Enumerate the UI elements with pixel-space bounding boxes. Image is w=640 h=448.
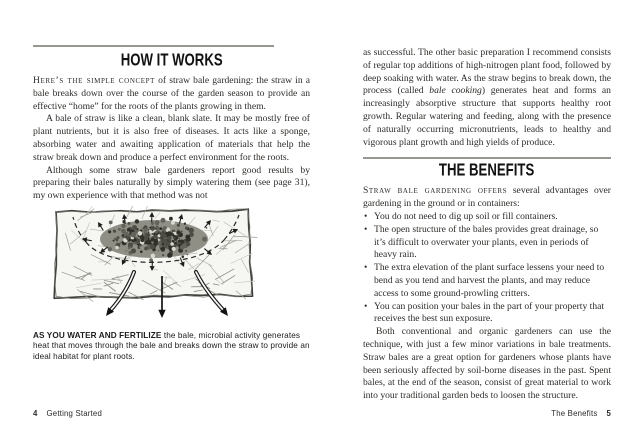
bullet-icon: • xyxy=(364,210,368,222)
bullet-text: The extra elevation of the plant surface lessens your need to bend as you tend and harvest the plants, and may reduce access to some ground-prowling critters. xyxy=(374,262,605,299)
bullet-text: You do not need to dig up soil or fill containers. xyxy=(374,210,558,222)
list-item xyxy=(363,262,611,300)
intro-rest: several advantages over gardening in the ground or in containers: xyxy=(363,185,611,210)
heading-text: THE BENEFITS xyxy=(439,160,535,180)
para-text: as successful. The other basic preparation I recommend consists of regular top additions of high-nitrogen plant food, followed by deep soaking with water. As the straw begins to break down, the process (called xyxy=(363,47,611,97)
bullet-icon: • xyxy=(364,262,368,274)
heading-rule-right xyxy=(363,157,611,159)
running-foot-section: Getting Started xyxy=(46,409,102,418)
body-paragraph: A bale of straw is like a clean, blank slate. It may be mostly free of plant nutrients, but it is also free of diseases. It acts like a sponge, absorbing water and awaiting application of materials that help the straw break down and produce a perfect environment for the roots. xyxy=(33,113,310,163)
running-foot-section: The Benefits xyxy=(551,409,598,418)
italic-term: bale cooking xyxy=(429,85,482,97)
figure xyxy=(46,206,310,328)
bullet-icon: • xyxy=(364,300,368,312)
bullet-text: The open structure of the bales provides great drainage, so it’s difficult to overwater your plants, even in periods of heavy rain. xyxy=(374,223,599,261)
benefits-intro-paragraph xyxy=(363,185,611,211)
footer-right xyxy=(551,409,611,418)
heading-rule-left xyxy=(33,45,274,47)
straw-bale-illustration xyxy=(46,206,276,328)
benefits-list xyxy=(363,211,611,326)
smallcaps-lead: Here’s the simple concept xyxy=(33,75,156,86)
smallcaps-lead: Straw bale gardening offers xyxy=(363,185,508,197)
page-title-the-benefits xyxy=(363,161,611,180)
left-page xyxy=(33,40,310,362)
list-item xyxy=(363,224,611,262)
continuation-paragraph xyxy=(363,47,611,149)
list-item xyxy=(363,301,611,327)
page-title-how-it-works xyxy=(33,51,310,70)
closing-paragraph: Both conventional and organic gardeners can use the technique, with just a few minor variations in bale treatments. Straw bales are a great option for gardeners whose plants have been seriously affected by soil-borne diseases in the past. Spent bales, at the end of the season, consist of great material to work into your traditional garden beds to loosen the structure. xyxy=(363,326,611,402)
heading-text: HOW IT WORKS xyxy=(120,50,223,70)
bullet-icon: • xyxy=(364,223,368,235)
page-number: 5 xyxy=(606,409,611,418)
list-item xyxy=(363,211,611,224)
intro-paragraph xyxy=(33,75,310,113)
figure-caption xyxy=(33,331,310,362)
right-page xyxy=(363,47,611,403)
bullet-text: You can position your bales in the part of your property that receives the best sun exposure. xyxy=(374,300,605,325)
para-text: ) generates heat and forms an increasingly absorptive structure that supports healthy root growth. Regular watering and feeding, along with the presence of naturally occurring micronutrients, leads to healthy and vigorous plant growth and high yields of produce. xyxy=(363,85,611,148)
intro-rest: of straw bale gardening: the straw in a bale breaks down over the course of the garden season to provide an effective “home” for the roots of the plants growing in them. xyxy=(33,75,311,112)
page-number: 4 xyxy=(33,409,38,418)
caption-lead: AS YOU WATER AND FERTILIZE xyxy=(33,330,162,340)
footer-left xyxy=(33,409,102,418)
caption-rest: the bale, microbial activity generates heat that moves through the bale and breaks down the straw to provide an ideal habitat for plant roots. xyxy=(33,330,310,361)
body-paragraph: Although some straw bale gardeners report good results by preparing their bales naturally by simply watering them (see page 31), my own experience with that method was not xyxy=(33,164,310,202)
